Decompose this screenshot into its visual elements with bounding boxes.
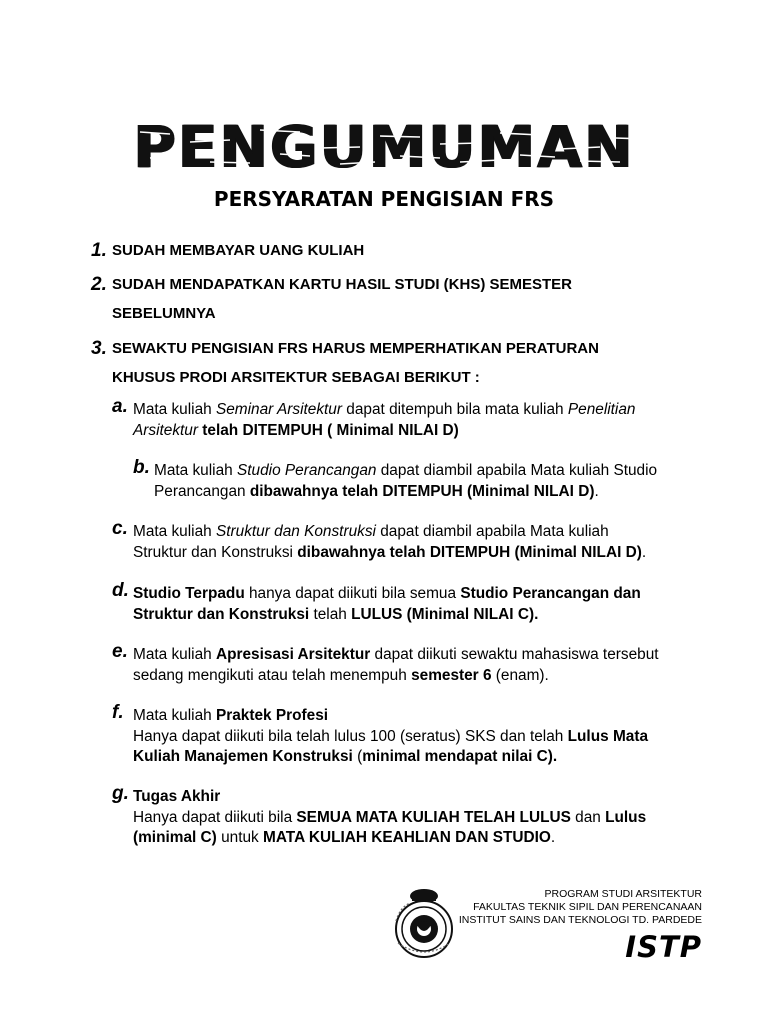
rule-line-2 [154,482,657,503]
requirement-number: 1. [91,240,107,261]
requirement-text: SUDAH MEMBAYAR UANG KULIAH [112,242,365,259]
rule-d [112,580,641,625]
text: Mata kuliah [133,523,216,540]
course-name: Arsitektur [133,421,198,439]
rule-condition: LULUS (Minimal NILAI C). [351,605,539,623]
rule-letter: c. [112,518,128,539]
text: . [550,829,556,846]
requirement-text-line-2: SEBELUMNYA [112,305,216,322]
course-name: Struktur dan Konstruksi [215,523,376,540]
rule-line-2 [133,421,635,442]
text: dapat diikuti sewaktu mahasiswa tersebut [370,646,659,663]
istp-brand: ISTP [625,930,702,964]
rule-a [112,396,636,441]
requirement-3 [91,334,691,392]
rule-condition: dibawahnya telah DITEMPUH (Minimal NILAI D) [249,482,595,500]
requirement-2 [91,270,691,328]
text: Mata kuliah [133,401,216,418]
text: Hanya dapat diikuti bila telah lulus 100 (seratus) SKS dan telah [133,727,568,745]
rule-condition: Lulus [605,808,647,826]
requirement-1 [91,236,691,265]
requirement-text-line-1: SUDAH MENDAPATKAN KARTU HASIL STUDI (KHS) SEMESTER [112,276,573,293]
text: dapat diambil apabila Mata kuliah Studio [376,462,658,479]
rule-condition: MATA KULIAH KEAHLIAN DAN STUDIO [263,829,551,846]
rule-c [112,518,647,563]
text: dapat diambil apabila Mata kuliah [375,523,609,540]
rule-line-1 [133,400,635,421]
text: dan [570,808,606,826]
text: hanya dapat diikuti bila semua [244,585,461,602]
rule-line-3 [133,828,646,849]
text: (enam). [491,666,549,684]
page-title: PENGUMUMAN [133,113,635,181]
rule-e [112,641,659,686]
rule-b [133,457,658,502]
institution-info [459,888,702,927]
text: Perancangan [154,482,250,500]
text: telah [309,605,352,623]
rule-line-3 [133,747,648,768]
rule-f [112,702,649,768]
text: . [641,543,647,561]
rule-letter: g. [112,783,129,804]
course-name: Struktur dan Konstruksi [133,605,310,623]
text: Mata kuliah [133,646,216,663]
rule-line-2 [133,727,648,748]
requirement-text-line-2: KHUSUS PRODI ARSITEKTUR SEBAGAI BERIKUT : [112,369,480,386]
rule-line-1 [154,461,657,482]
faculty-name: FAKULTAS TEKNIK SIPIL DAN PERENCANAAN [473,901,702,913]
rule-condition: semester 6 [411,666,492,684]
institute-name: INSTITUT SAINS DAN TEKNOLOGI TD. PARDEDE [458,914,702,926]
rule-line-1 [133,706,648,727]
rule-line-1 [133,787,646,808]
rule-condition: Lulus Mata [567,727,649,745]
text: Hanya dapat diikuti bila [133,808,297,826]
rule-condition: telah DITEMPUH ( Minimal NILAI D) [198,421,459,439]
rule-line-1 [133,522,646,543]
text: sedang mengikuti atau telah menempuh [133,666,412,684]
rule-line-2 [133,666,659,687]
course-name: Seminar Arsitektur [215,401,342,418]
text: Mata kuliah [133,707,216,724]
rule-letter: d. [112,580,129,601]
rule-line-2 [133,605,641,626]
rule-letter: f. [112,702,124,723]
course-name: Praktek Profesi [215,707,329,724]
text: dapat ditempuh bila mata kuliah [342,401,568,418]
rule-letter: b. [133,457,150,478]
rule-g [112,783,647,849]
course-name: Studio Perancangan [236,462,377,479]
rule-condition: Kuliah Manajemen Konstruksi [133,748,353,765]
text: Mata kuliah [154,462,237,479]
course-name: Penelitian [567,401,636,418]
rule-letter: a. [112,396,128,417]
course-name: Studio Perancangan dan [460,585,641,602]
rule-condition: (minimal C) [133,829,217,846]
rule-letter: e. [112,641,128,662]
page-subtitle: PERSYARATAN PENGISIAN FRS [213,187,555,211]
text: Struktur dan Konstruksi [133,543,298,561]
requirement-text-line-1: SEWAKTU PENGISIAN FRS HARUS MEMPERHATIKAN PERATURAN [112,340,599,357]
text: untuk [216,829,264,846]
rule-line-2 [133,808,646,829]
rule-line-1 [133,584,641,605]
rule-line-2 [133,543,646,564]
text: . [594,482,599,500]
text: ). [547,748,558,765]
text: ( [352,748,363,765]
rule-condition: dibawahnya telah DITEMPUH (Minimal NILAI D) [297,543,642,561]
program-name: PROGRAM STUDI ARSITEKTUR [544,888,702,900]
course-name: Tugas Akhir [133,788,221,805]
requirement-number: 2. [91,274,107,295]
rule-condition: minimal mendapat nilai C [362,748,548,765]
course-name: Studio Terpadu [133,585,245,602]
rule-condition: SEMUA MATA KULIAH TELAH LULUS [296,808,571,826]
course-name: Apresisasi Arsitektur [215,646,371,663]
rule-line-1 [133,645,659,666]
institution-seal-icon [386,881,462,961]
requirement-number: 3. [91,338,107,359]
